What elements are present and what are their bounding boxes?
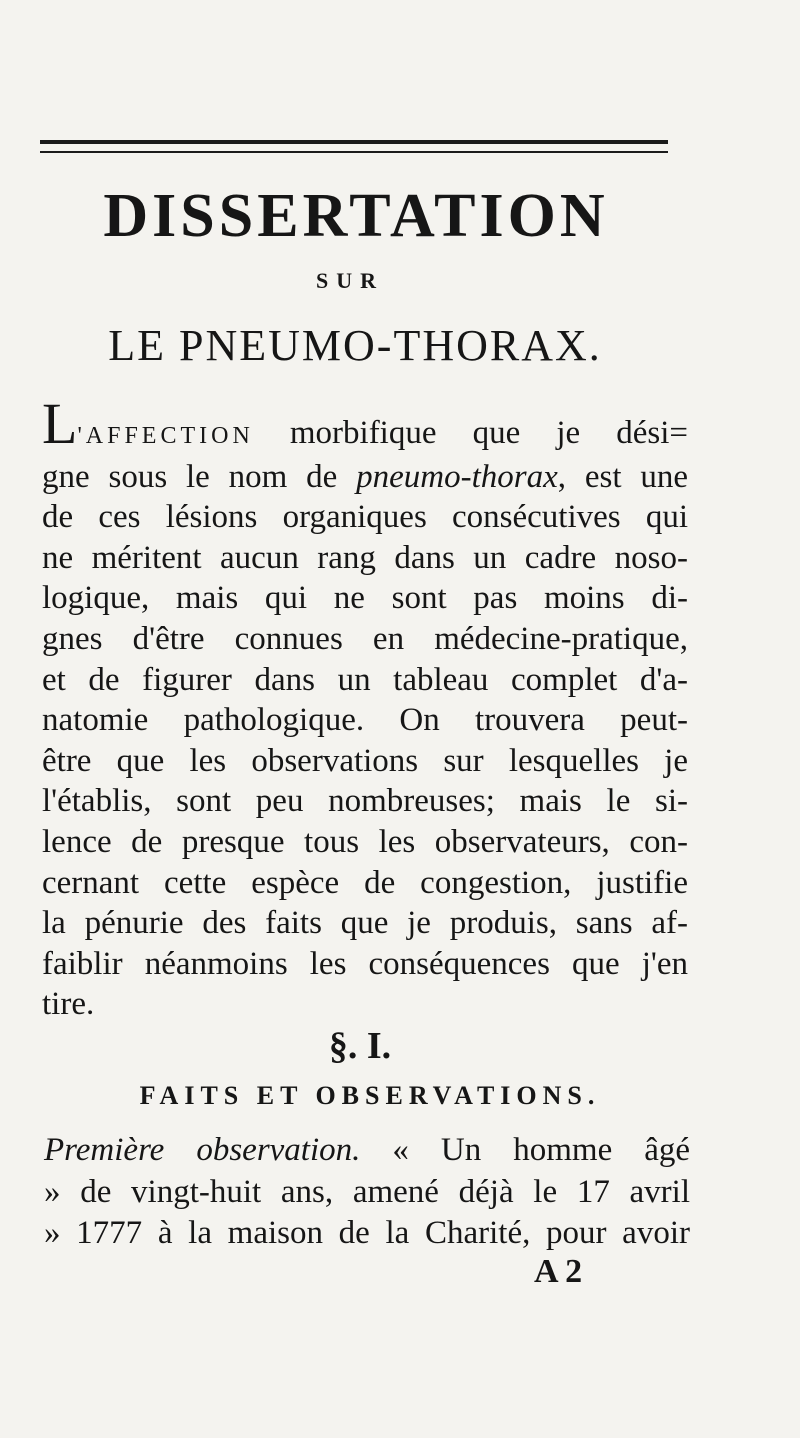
body-line <box>42 457 688 498</box>
observation-line: » 1777 à la maison de la Charité, pour avoir <box>44 1215 690 1251</box>
title-connector: SUR <box>315 268 384 293</box>
body-line-text: , est une <box>557 458 689 495</box>
header-rule-thin <box>40 151 668 153</box>
body-line: logique, mais qui ne sont pas moins di- <box>42 580 688 617</box>
observation-paragraph <box>44 1130 690 1255</box>
body-line-text: morbifique que je dési= <box>253 415 688 451</box>
body-line: lence de presque tous les observateurs, con- <box>42 823 688 860</box>
body-line: ne méritent aucun rang dans un cadre noso- <box>42 539 688 576</box>
section-heading: FAITS ET OBSERVATIONS. <box>139 1081 601 1110</box>
observation-line-text: « Un homme âgé <box>360 1132 691 1168</box>
body-line-text: gne sous le nom de <box>42 458 357 495</box>
body-paragraph <box>42 391 689 1025</box>
page-subtitle: LE PNEUMO-THORAX. <box>108 321 602 370</box>
signature-mark: A 2 <box>534 1253 583 1290</box>
body-line: faiblir néanmoins les conséquences que j'en <box>42 945 688 982</box>
observation-line <box>44 1130 690 1172</box>
body-line: cernant cette espèce de congestion, justifie <box>42 864 688 901</box>
body-line: tire. <box>42 986 95 1023</box>
body-line: de ces lésions organiques consécutives qui <box>42 499 688 536</box>
body-line <box>42 391 688 457</box>
body-line: l'établis, sont peu nombreuses; mais le si- <box>42 783 688 820</box>
body-line: gnes d'être connues en médecine-pratique, <box>42 620 688 657</box>
body-line: être que les observations sur lesquelles je <box>42 742 688 779</box>
body-line: et de figurer dans un tableau complet d'a- <box>42 661 688 698</box>
body-line: la pénurie des faits que je produis, sans af- <box>42 905 688 942</box>
section-number: §. I. <box>328 1025 392 1067</box>
observation-lead: Première observation. <box>44 1132 361 1168</box>
opening-word: 'AFFECTION <box>77 423 254 449</box>
page-title: DISSERTATION <box>103 182 609 250</box>
header-rule-thick <box>40 140 668 144</box>
observation-line: » de vingt-huit ans, amené déjà le 17 avril <box>44 1173 690 1210</box>
drop-cap: L <box>42 391 78 456</box>
emphasized-term: pneumo-thorax <box>356 458 558 495</box>
body-line: natomie pathologique. On trouvera peut- <box>42 702 688 739</box>
